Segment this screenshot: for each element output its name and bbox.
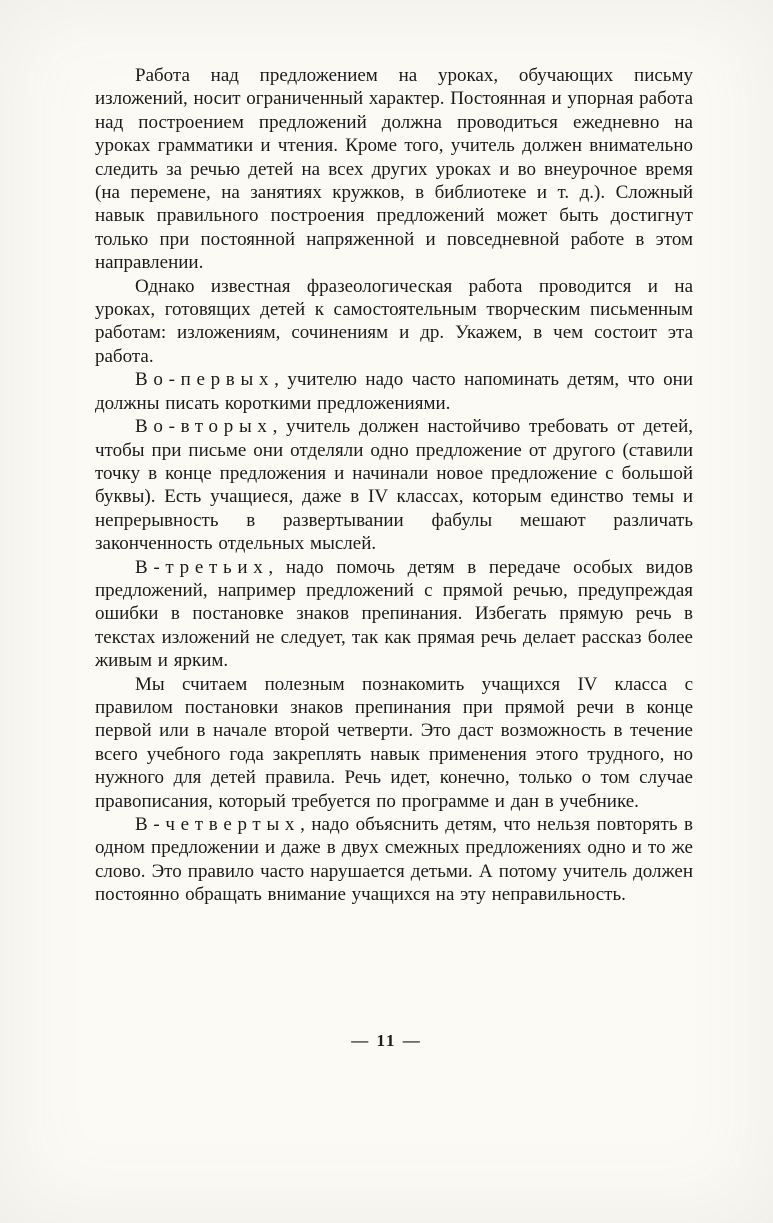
paragraph bbox=[95, 415, 693, 555]
paragraph-text: , учителю надо часто напоминать детям, что они должны писать короткими предложениями. bbox=[95, 369, 693, 414]
page-number: — 11 — bbox=[351, 1031, 422, 1050]
paragraph-text: , надо объяснить детям, что нельзя повторять в одном предложении и даже в двух смежных предложениях одно и то же слово. Это правило часто нарушается детьми. А потому учитель должен постоянно обращать внимание учащихся на эту неправильность. bbox=[95, 814, 693, 906]
paragraph-text: , надо помочь детям в передаче особых видов предложений, например предложений с прямой речью, предупреждая ошибки в постановке знаков препинания. Избегать прямую речь в текстах изложений не следует, так как прямая речь делает рассказ более живым и ярким. bbox=[95, 556, 693, 672]
paragraph-lead-emphasis: Во-первых bbox=[135, 369, 275, 391]
paragraph bbox=[95, 275, 693, 369]
paragraph-text: , учитель должен настойчиво требовать от детей, чтобы при письме они отделяли одно предложение от другого (ставили точку в конце предложения и начинали новое предложение с большой буквы). Есть учащиеся, даже в IV классах, которым единство темы и непрерывность в развертывании фабулы мешают различать законченность отдельных мыслей. bbox=[95, 416, 693, 555]
paragraph bbox=[95, 673, 693, 813]
paragraph bbox=[95, 64, 693, 275]
page-text bbox=[95, 64, 693, 907]
paragraph bbox=[95, 368, 693, 415]
paragraph-text: Мы считаем полезным познакомить учащихся IV класса с правилом постановки знаков препинания при прямой речи в конце первой или в начале второй четверти. Это даст возможность в течение всего учебного года закреплять навык применения этого трудного, но нужного для детей правила. Речь идет, конечно, только о том случае правописания, который требуется по программе и дан в учебнике. bbox=[95, 673, 693, 812]
paragraph-lead-emphasis: Во-вторых bbox=[135, 416, 273, 438]
paragraph-lead-emphasis: В-третьих bbox=[135, 556, 269, 578]
paragraph-text: Однако известная фразеологическая работа проводится и на уроках, готовящих детей к самостоятельным творческим письменным работам: изложениям, сочинениям и др. Укажем, в чем состоит эта работа. bbox=[95, 275, 693, 367]
paragraph-lead-emphasis: В-четвертых bbox=[135, 814, 301, 835]
paragraph-text: Работа над предложением на уроках, обучающих письму изложений, носит ограниченный характер. Постоянная и упорная работа над построением предложений должна проводиться ежедневно на уроках грамматики и чтения. Кроме того, учитель должен внимательно следить за речью детей на всех других уроках и во внеурочное время (на перемене, на занятиях кружков, в библиотеке и т. д.). Сложный навык правильного построения предложений может быть достигнут только при постоянной напряженной и повседневной работе в этом направлении. bbox=[95, 65, 694, 274]
paragraph bbox=[95, 556, 693, 673]
paragraph bbox=[95, 813, 693, 907]
